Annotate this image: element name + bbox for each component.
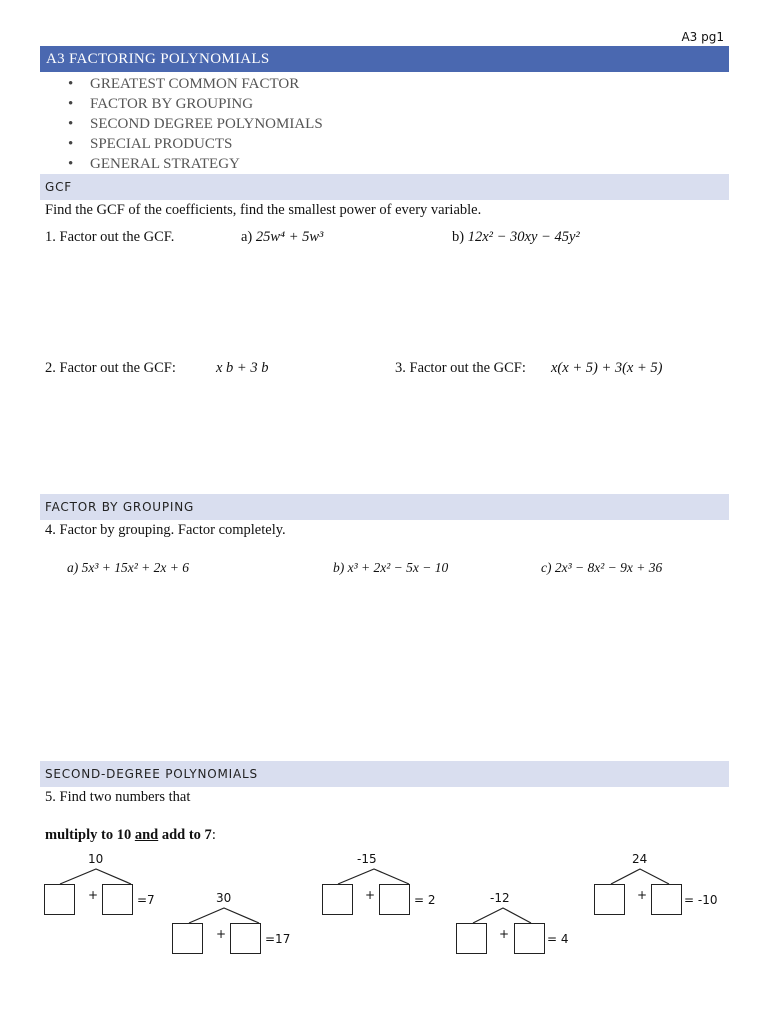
topic-item: • FACTOR BY GROUPING	[68, 94, 323, 114]
sum-label: = 4	[547, 932, 569, 946]
sum-label: = 2	[414, 893, 436, 907]
answer-box-right[interactable]	[651, 884, 682, 915]
product-label: 24	[632, 852, 648, 866]
question-1a-expression: 25w⁴ + 5w³	[255, 229, 324, 245]
question-2-label: 2. Factor out the GCF:	[45, 360, 176, 376]
section-heading-gcf: GCF	[40, 174, 729, 200]
sum-label: =7	[137, 893, 155, 907]
plus-sign: +	[365, 888, 376, 902]
topic-item: • GREATEST COMMON FACTOR	[68, 74, 323, 94]
plus-sign: +	[216, 927, 227, 941]
instruction-and: and	[134, 827, 159, 843]
question-4b: b) x³ + 2x² − 5x − 10	[333, 560, 449, 575]
instruction-add: add to 7	[158, 827, 212, 843]
plus-sign: +	[637, 888, 648, 902]
instruction-multiply: multiply to 10	[45, 827, 135, 843]
gcf-intro: Find the GCF of the coefficients, find the smallest power of every variable.	[45, 202, 482, 218]
topic-item: • GENERAL STRATEGY	[68, 154, 323, 174]
page-title: A3 FACTORING POLYNOMIALS	[40, 46, 729, 72]
plus-sign: +	[499, 927, 510, 941]
answer-box-left[interactable]	[594, 884, 625, 915]
product-label: -15	[357, 852, 377, 866]
question-4c: c) 2x³ − 8x² − 9x + 36	[541, 560, 663, 575]
question-3-label: 3. Factor out the GCF:	[395, 360, 526, 376]
question-1-label: 1. Factor out the GCF.	[45, 229, 175, 245]
instruction-colon: :	[211, 827, 216, 843]
product-label: -12	[490, 891, 510, 905]
question-3-expression: x(x + 5) + 3(x + 5)	[551, 360, 663, 376]
question-4a: a) 5x³ + 15x² + 2x + 6	[67, 560, 190, 575]
question-5-label: 5. Find two numbers that	[45, 789, 191, 805]
topic-item: • SPECIAL PRODUCTS	[68, 134, 323, 154]
product-label: 30	[216, 891, 232, 905]
question-1b-expression: 12x² − 30xy − 45y²	[467, 229, 580, 245]
sum-label: =17	[265, 932, 291, 946]
plus-sign: +	[88, 888, 99, 902]
topic-item: • SECOND DEGREE POLYNOMIALS	[68, 114, 323, 134]
section-heading-grouping: FACTOR BY GROUPING	[40, 494, 729, 520]
page-label: A3 pg1	[681, 30, 724, 44]
product-label: 10	[88, 852, 104, 866]
sum-label: = -10	[684, 893, 718, 907]
question-2-expression: x b + 3 b	[216, 360, 269, 376]
question-1a-prefix: a)	[241, 229, 253, 245]
section-heading-second-degree: SECOND-DEGREE POLYNOMIALS	[40, 761, 729, 787]
question-1b-prefix: b)	[452, 229, 465, 245]
question-4-label: 4. Factor by grouping. Factor completely.	[45, 522, 286, 538]
